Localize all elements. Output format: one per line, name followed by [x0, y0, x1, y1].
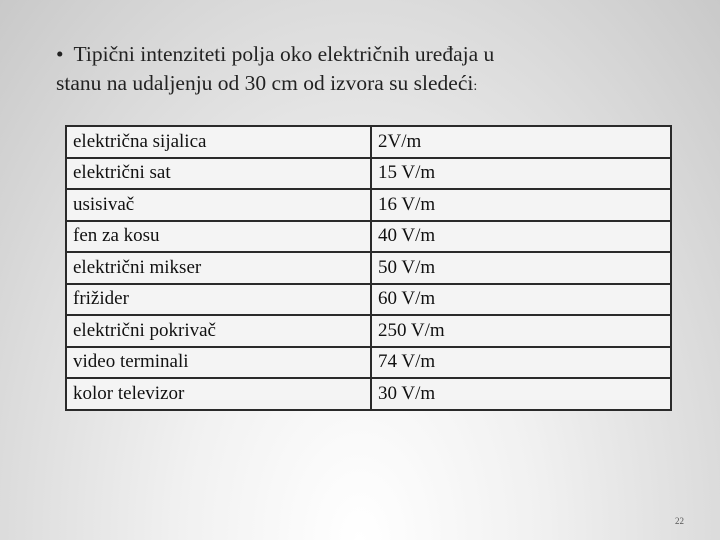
table-row — [66, 158, 671, 190]
table-row — [66, 315, 671, 347]
bullet-icon: • — [56, 42, 64, 66]
value-cell: 16 V/m — [371, 189, 671, 221]
field-intensity-table — [65, 125, 672, 411]
bullet-line-1 — [56, 40, 676, 69]
value-cell: 74 V/m — [371, 347, 671, 379]
table-row — [66, 252, 671, 284]
table-row — [66, 126, 671, 158]
value-cell: 2V/m — [371, 126, 671, 158]
table-row — [66, 284, 671, 316]
bullet-line-2 — [56, 69, 676, 101]
device-cell: frižider — [66, 284, 371, 316]
value-cell: 15 V/m — [371, 158, 671, 190]
intro-text-line-1: Tipični intenziteti polja oko električnih uređaja u — [73, 42, 495, 66]
value-cell: 50 V/m — [371, 252, 671, 284]
slide-number: 22 — [675, 516, 684, 526]
value-cell: 30 V/m — [371, 378, 671, 410]
device-cell: usisivač — [66, 189, 371, 221]
value-cell: 250 V/m — [371, 315, 671, 347]
device-cell: fen za kosu — [66, 221, 371, 253]
device-cell: električni pokrivač — [66, 315, 371, 347]
table-row — [66, 189, 671, 221]
device-cell: električni sat — [66, 158, 371, 190]
device-cell: kolor televizor — [66, 378, 371, 410]
intro-text-line-2: stanu na udaljenju od 30 cm od izvora su sledeći — [56, 71, 474, 95]
device-cell: električni mikser — [66, 252, 371, 284]
table-row — [66, 221, 671, 253]
value-cell: 60 V/m — [371, 284, 671, 316]
slide-body-text — [56, 40, 676, 101]
table-row — [66, 347, 671, 379]
value-cell: 40 V/m — [371, 221, 671, 253]
intro-text-colon: : — [473, 79, 478, 94]
device-cell: električna sijalica — [66, 126, 371, 158]
device-cell: video terminali — [66, 347, 371, 379]
table-row — [66, 378, 671, 410]
